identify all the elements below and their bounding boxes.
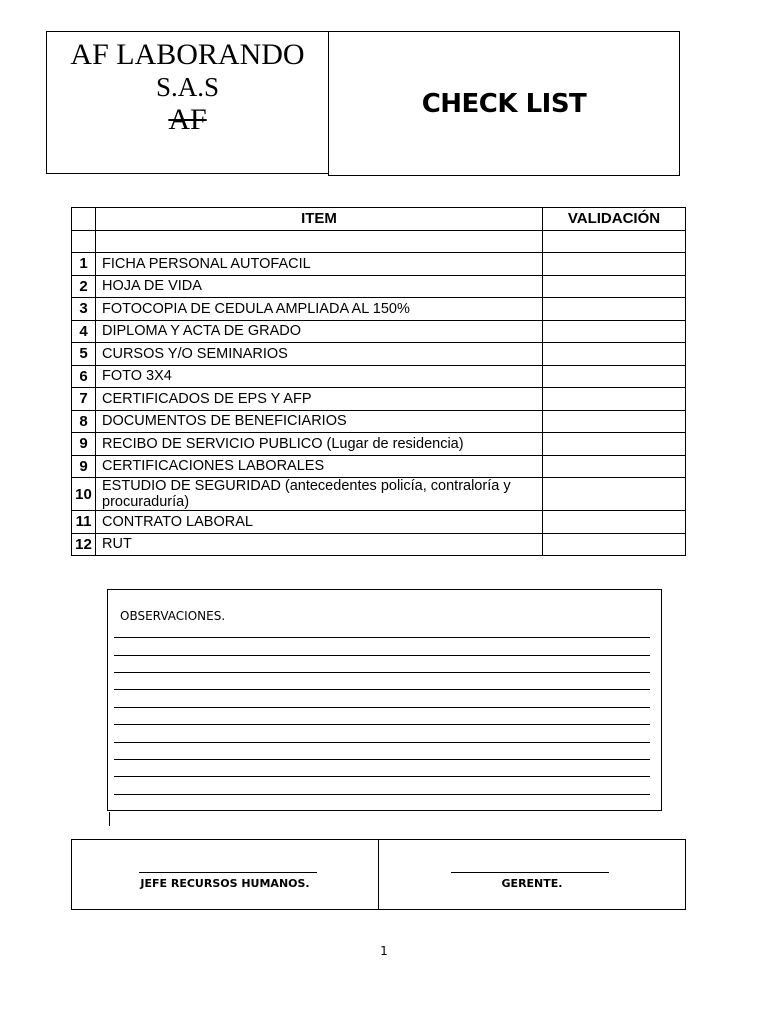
title-header-box [328, 31, 680, 176]
signature-box [71, 839, 686, 910]
page-number: 1 [380, 944, 388, 958]
observation-line[interactable] [114, 707, 650, 708]
signature-cell-hr [72, 840, 378, 909]
row-validation-cell[interactable] [543, 533, 686, 556]
header-validation: VALIDACIÓN [543, 208, 686, 231]
observation-line[interactable] [114, 689, 650, 690]
table-row [72, 320, 686, 343]
signature-cell-manager [378, 840, 685, 909]
observation-line[interactable] [114, 637, 650, 638]
row-validation-cell[interactable] [543, 388, 686, 411]
observation-line[interactable] [114, 724, 650, 725]
observation-line[interactable] [114, 776, 650, 777]
row-validation-cell[interactable] [543, 275, 686, 298]
checklist-table [71, 207, 686, 556]
row-validation-cell[interactable] [543, 320, 686, 343]
row-number: 12 [72, 533, 96, 556]
row-item: CERTIFICACIONES LABORALES [96, 455, 543, 478]
table-row [72, 455, 686, 478]
table-row [72, 365, 686, 388]
observation-line[interactable] [114, 794, 650, 795]
row-number: 3 [72, 298, 96, 321]
signature-label-manager: GERENTE. [501, 877, 563, 890]
company-name-line1: AF LABORANDO [70, 38, 305, 71]
row-validation-cell[interactable] [543, 478, 686, 511]
row-item: CERTIFICADOS DE EPS Y AFP [96, 388, 543, 411]
row-item: DIPLOMA Y ACTA DE GRADO [96, 320, 543, 343]
row-number: 9 [72, 433, 96, 456]
table-row [72, 230, 686, 253]
signature-line-hr[interactable] [139, 872, 317, 873]
row-number: 5 [72, 343, 96, 366]
table-row [72, 478, 686, 511]
table-row [72, 511, 686, 534]
signature-line-manager[interactable] [451, 872, 609, 873]
company-name-line2: S.A.S [155, 72, 220, 102]
checklist-body [72, 230, 686, 556]
row-validation-cell[interactable] [543, 511, 686, 534]
observations-box[interactable] [107, 589, 662, 811]
row-item: RECIBO DE SERVICIO PUBLICO (Lugar de residencia) [96, 433, 543, 456]
observations-title: OBSERVACIONES. [120, 609, 226, 623]
observation-line[interactable] [114, 655, 650, 656]
row-item: HOJA DE VIDA [96, 275, 543, 298]
row-item: ESTUDIO DE SEGURIDAD (antecedentes policía, contraloría y procuraduría) [96, 478, 543, 511]
table-row [72, 388, 686, 411]
row-validation-cell[interactable] [543, 455, 686, 478]
row-validation-cell[interactable] [543, 253, 686, 276]
table-row [72, 410, 686, 433]
row-item [96, 230, 543, 253]
row-number: 11 [72, 511, 96, 534]
header-item: ITEM [96, 208, 543, 231]
observation-line[interactable] [114, 742, 650, 743]
row-item: CONTRATO LABORAL [96, 511, 543, 534]
row-item: FOTO 3X4 [96, 365, 543, 388]
row-number: 10 [72, 478, 96, 511]
signature-label-hr: JEFE RECURSOS HUMANOS. [140, 877, 310, 890]
row-number: 9 [72, 455, 96, 478]
table-row [72, 253, 686, 276]
table-header-row [72, 208, 686, 231]
row-number [72, 230, 96, 253]
row-item: DOCUMENTOS DE BENEFICIARIOS [96, 410, 543, 433]
document-title: CHECK LIST [421, 88, 587, 119]
row-item: FICHA PERSONAL AUTOFACIL [96, 253, 543, 276]
row-number: 7 [72, 388, 96, 411]
row-number: 8 [72, 410, 96, 433]
header-number [72, 208, 96, 231]
row-number: 6 [72, 365, 96, 388]
row-validation-cell[interactable] [543, 410, 686, 433]
observation-line[interactable] [114, 759, 650, 760]
row-item: RUT [96, 533, 543, 556]
company-header-box [46, 31, 329, 174]
row-number: 4 [72, 320, 96, 343]
table-row [72, 533, 686, 556]
row-number: 2 [72, 275, 96, 298]
row-validation-cell[interactable] [543, 433, 686, 456]
table-row [72, 433, 686, 456]
table-row [72, 275, 686, 298]
row-validation-cell[interactable] [543, 298, 686, 321]
row-number: 1 [72, 253, 96, 276]
company-logo: AF [168, 103, 207, 136]
row-validation-cell[interactable] [543, 365, 686, 388]
row-item: CURSOS Y/O SEMINARIOS [96, 343, 543, 366]
table-row [72, 298, 686, 321]
observation-line[interactable] [114, 672, 650, 673]
row-validation-cell[interactable] [543, 343, 686, 366]
table-row [72, 343, 686, 366]
text-cursor [109, 812, 110, 826]
row-validation-cell[interactable] [543, 230, 686, 253]
row-item: FOTOCOPIA DE CEDULA AMPLIADA AL 150% [96, 298, 543, 321]
